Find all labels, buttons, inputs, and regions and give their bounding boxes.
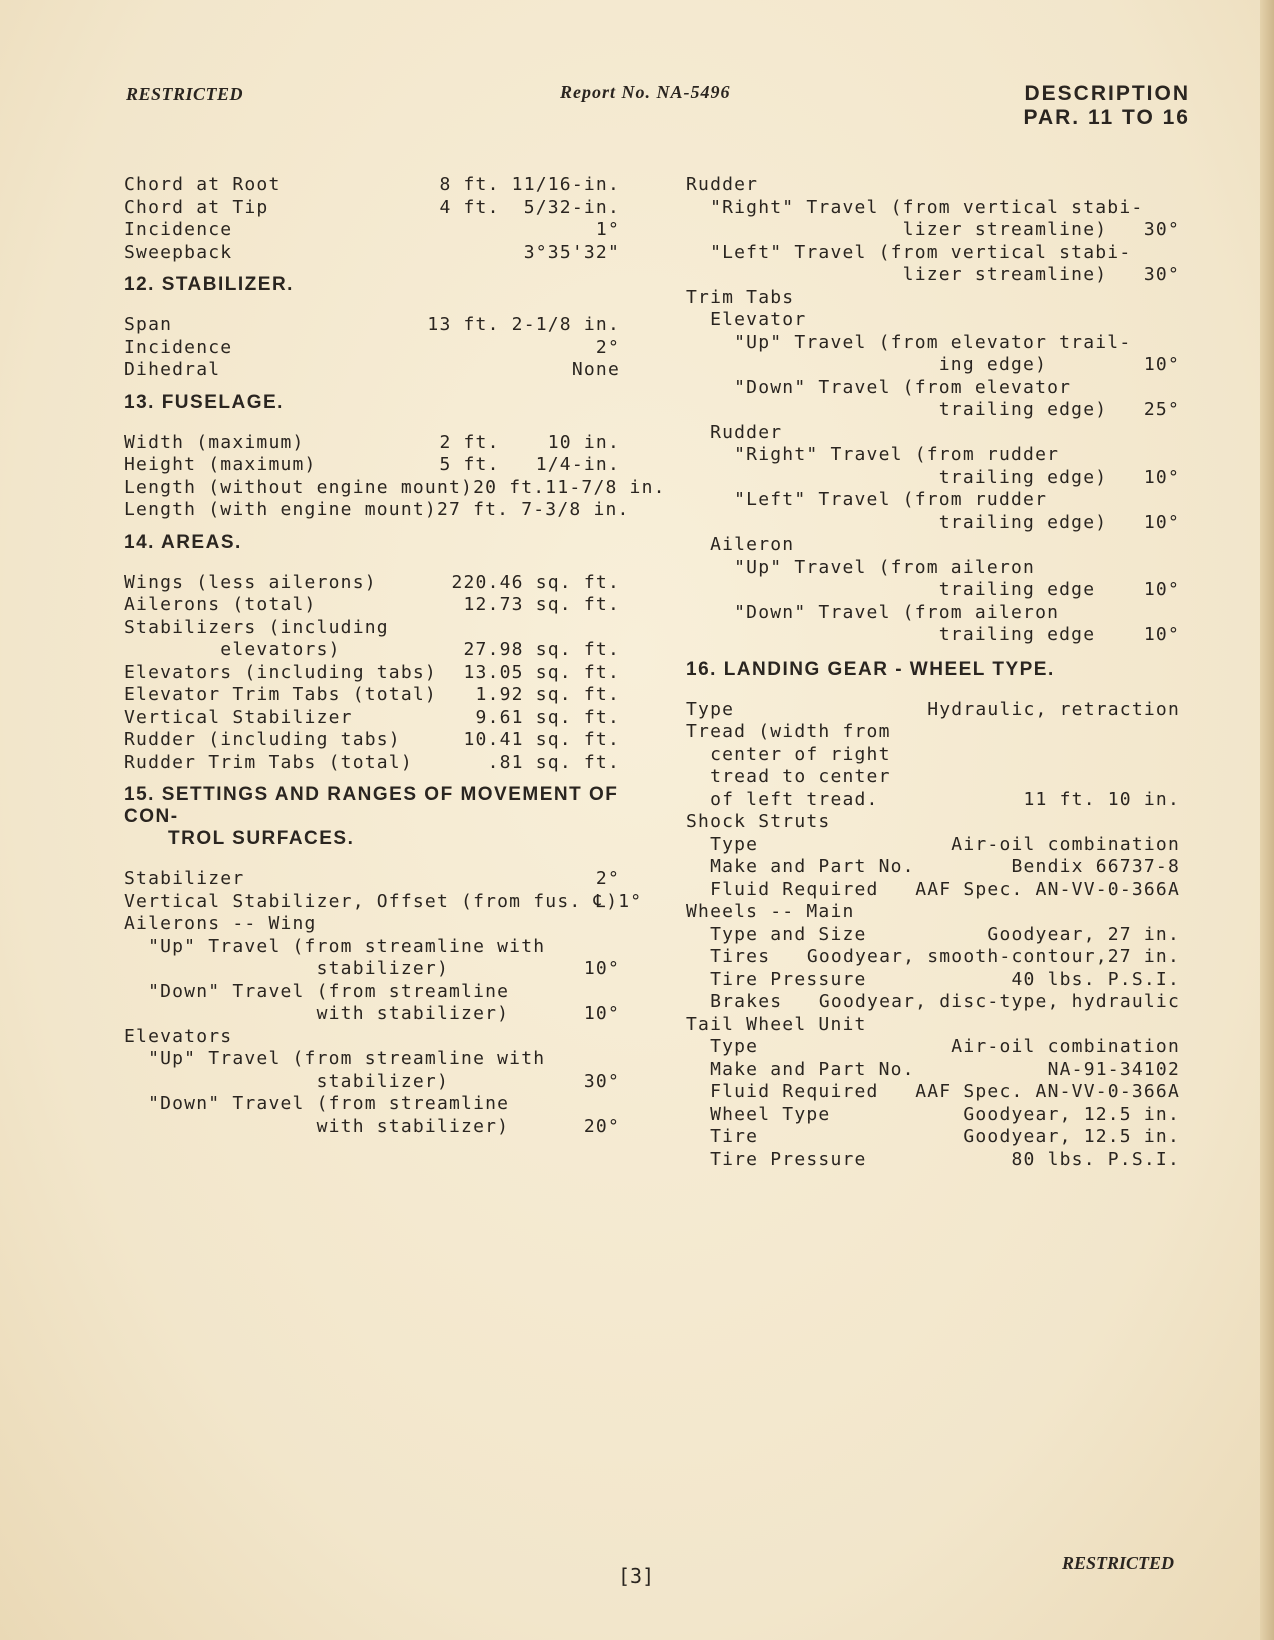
spec-row	[124, 729, 620, 752]
spec-label: trailing edge)	[686, 399, 1108, 420]
spec-label: Tire	[686, 1126, 759, 1147]
areas-spec-list	[124, 572, 620, 775]
spec-row	[686, 1149, 1180, 1172]
spec-value: 10°	[1143, 579, 1180, 600]
spec-value: Air-oil combination	[951, 833, 1180, 855]
control-ranges-list	[686, 174, 1180, 647]
section-15-title-line2: TROL SURFACES.	[168, 828, 355, 849]
spec-label: Rudder	[686, 174, 759, 195]
spec-row	[686, 557, 1180, 580]
spec-row	[124, 617, 620, 640]
spec-row	[124, 958, 620, 981]
spec-row	[686, 332, 1180, 355]
spec-value: AAF Spec. AN-VV-0-366A	[915, 878, 1180, 900]
page-number: [3]	[618, 1564, 655, 1588]
spec-value: 20 ft.11-7/8 in.	[473, 476, 666, 498]
spec-row	[686, 1014, 1180, 1037]
spec-label: ing edge)	[686, 354, 1048, 375]
spec-label: Length (with engine mount)	[124, 499, 437, 520]
spec-label: Length (without engine mount)	[124, 476, 474, 498]
spec-row	[686, 197, 1180, 220]
spec-value: 10°	[583, 1003, 620, 1024]
section-16-title: 16. LANDING GEAR - WHEEL TYPE.	[686, 658, 1055, 680]
spec-label: Rudder (including tabs)	[124, 729, 401, 750]
spec-label: "Right" Travel (from vertical stabi-	[686, 196, 1144, 218]
spec-value: 10°	[1143, 511, 1180, 533]
spec-row	[124, 936, 620, 959]
spec-label: Dihedral	[124, 359, 221, 380]
section-15-title-line1: 15. SETTINGS AND RANGES OF MOVEMENT OF CON-	[124, 784, 619, 827]
header-section	[1024, 82, 1190, 130]
spec-label: "Up" Travel (from elevator trail-	[686, 331, 1132, 353]
spec-value: 10°	[583, 958, 620, 979]
spec-label: trailing edge)	[686, 511, 1108, 533]
spec-row	[686, 789, 1180, 812]
spec-label: "Down" Travel (from streamline	[124, 980, 510, 1002]
spec-value: Goodyear, smooth-contour,27 in.	[806, 946, 1180, 967]
spec-value: 2°	[595, 336, 620, 358]
spec-row	[686, 624, 1180, 647]
spec-label: Stabilizer	[124, 868, 245, 889]
spec-row	[686, 766, 1180, 789]
spec-value: 13.05 sq. ft.	[463, 661, 620, 683]
spec-row	[124, 752, 620, 775]
spec-value: 2°	[595, 868, 620, 889]
spec-label: with stabilizer)	[124, 1115, 510, 1137]
spec-row	[124, 594, 620, 617]
spec-label: Width (maximum)	[124, 431, 305, 453]
spec-value: 30°	[583, 1070, 620, 1092]
spec-row	[686, 287, 1180, 310]
spec-label: Elevator	[686, 309, 807, 330]
spec-row	[124, 499, 630, 522]
spec-label: Rudder Trim Tabs (total)	[124, 751, 413, 773]
spec-value: Air-oil combination	[951, 1036, 1180, 1057]
spec-row	[124, 476, 666, 500]
spec-label: "Up" Travel (from streamline with	[124, 935, 546, 957]
page-edge	[1260, 0, 1274, 1640]
spec-row	[124, 572, 620, 595]
spec-label: Tread (width from	[686, 721, 891, 742]
section-14-title: 14. AREAS.	[124, 531, 242, 553]
spec-row	[686, 444, 1180, 467]
spec-row	[686, 1036, 1180, 1059]
spec-row	[686, 377, 1180, 400]
spec-label: Span	[124, 314, 173, 335]
spec-label: Wheel Type	[686, 1103, 831, 1125]
spec-value: AAF Spec. AN-VV-0-366A	[915, 1081, 1180, 1102]
spec-label: Chord at Tip	[124, 196, 269, 218]
spec-row	[124, 197, 620, 220]
landing-gear-list	[686, 699, 1180, 1172]
spec-value: 30°	[1143, 219, 1180, 240]
spec-label: trailing edge	[686, 624, 1096, 645]
spec-row	[124, 1093, 620, 1116]
spec-label: Trim Tabs	[686, 286, 795, 308]
spec-value: 1°	[595, 219, 620, 240]
spec-row	[686, 602, 1180, 625]
spec-value: 1.92 sq. ft.	[475, 684, 620, 705]
spec-row	[124, 1026, 620, 1049]
spec-label: tread to center	[686, 766, 891, 787]
spec-row	[124, 662, 620, 685]
spec-value: 10°	[1143, 354, 1180, 375]
spec-label: lizer streamline)	[686, 264, 1108, 285]
spec-row	[686, 1104, 1180, 1127]
spec-label: Sweepback	[124, 241, 233, 263]
spec-value: 2 ft. 10 in.	[439, 431, 620, 453]
spec-row	[686, 1126, 1180, 1149]
spec-row	[686, 579, 1180, 602]
spec-label: trailing edge)	[686, 466, 1108, 488]
header-section-paragraphs: PAR. 11 TO 16	[1023, 106, 1190, 129]
spec-row	[124, 432, 620, 455]
spec-label: stabilizer)	[124, 1070, 449, 1092]
spec-value: 10.41 sq. ft.	[463, 729, 620, 750]
spec-row	[686, 512, 1180, 535]
spec-row	[124, 1116, 620, 1139]
spec-value: 4 ft. 5/32-in.	[439, 196, 620, 218]
spec-row	[124, 1003, 620, 1026]
spec-row	[686, 811, 1180, 834]
spec-label: of left tread.	[686, 788, 879, 810]
spec-label: Ailerons (total)	[124, 594, 317, 615]
spec-value: 5 ft. 1/4-in.	[439, 454, 620, 475]
spec-label: "Up" Travel (from streamline with	[124, 1048, 546, 1069]
header-classification: RESTRICTED	[126, 84, 244, 104]
spec-value: NA-91-34102	[1047, 1058, 1180, 1080]
spec-value: Goodyear, 12.5 in.	[963, 1103, 1180, 1125]
footer-classification: RESTRICTED	[1061, 1553, 1174, 1573]
spec-label: Type and Size	[686, 923, 867, 945]
section-12-title: 12. STABILIZER.	[124, 274, 294, 295]
spec-row	[124, 868, 620, 891]
spec-row	[686, 1059, 1180, 1082]
spec-row	[124, 359, 620, 382]
spec-row	[686, 174, 1180, 197]
spec-row	[686, 856, 1180, 879]
spec-label: "Left" Travel (from rudder	[686, 489, 1048, 510]
spec-row	[686, 219, 1180, 242]
spec-row	[124, 174, 620, 197]
spec-row	[124, 219, 620, 242]
spec-label: Aileron	[686, 534, 795, 555]
spec-value: 3°35'32"	[523, 241, 620, 263]
spec-label: lizer streamline)	[686, 219, 1108, 240]
spec-row	[686, 534, 1180, 557]
spec-label: Stabilizers (including	[124, 616, 389, 638]
spec-row	[686, 489, 1180, 512]
spec-row	[124, 1048, 620, 1071]
spec-label: Type	[686, 698, 735, 720]
spec-row	[124, 707, 620, 730]
spec-row	[686, 309, 1180, 332]
spec-label: Tail Wheel Unit	[686, 1013, 867, 1035]
spec-row	[124, 890, 643, 914]
spec-value: 12.73 sq. ft.	[463, 594, 620, 615]
spec-label: Type	[686, 1036, 759, 1057]
spec-value: 10°	[1143, 466, 1180, 488]
control-settings-list	[124, 868, 643, 1138]
spec-label: Tire Pressure	[686, 1148, 867, 1170]
spec-label: Type	[686, 833, 759, 855]
spec-row	[686, 969, 1180, 992]
spec-label: "Left" Travel (from vertical stabi-	[686, 241, 1132, 263]
stabilizer-spec-list	[124, 314, 620, 382]
spec-row	[686, 924, 1180, 947]
fuselage-spec-list	[124, 431, 666, 522]
spec-value: 40 lbs. P.S.I.	[1011, 968, 1180, 990]
spec-row	[124, 337, 620, 360]
spec-row	[686, 834, 1180, 857]
spec-row	[686, 467, 1180, 490]
section-15-title	[124, 784, 620, 850]
spec-value: 13 ft. 2-1/8 in.	[427, 314, 620, 335]
spec-value: 9.61 sq. ft.	[475, 706, 620, 728]
spec-label: Incidence	[124, 336, 233, 358]
spec-label: Tires	[686, 946, 771, 967]
spec-row	[686, 744, 1180, 767]
spec-label: Tire Pressure	[686, 968, 867, 990]
spec-row	[686, 721, 1180, 744]
spec-value: 25°	[1143, 399, 1180, 420]
spec-value: 80 lbs. P.S.I.	[1011, 1148, 1180, 1170]
right-column	[686, 174, 1180, 1171]
spec-row	[686, 422, 1180, 445]
spec-row	[686, 242, 1180, 265]
left-column	[124, 174, 666, 1138]
spec-row	[124, 242, 620, 265]
spec-row	[686, 399, 1180, 422]
spec-value: None	[571, 359, 620, 380]
spec-value: 11 ft. 10 in.	[1023, 788, 1180, 810]
spec-label: Chord at Root	[124, 174, 281, 195]
spec-row	[686, 1081, 1180, 1104]
spec-row	[124, 981, 620, 1004]
spec-value: Hydraulic, retraction	[927, 698, 1180, 720]
spec-row	[686, 699, 1180, 722]
spec-label: Elevators	[124, 1025, 233, 1047]
spec-label: center of right	[686, 743, 891, 765]
spec-value: 10°	[1143, 624, 1180, 645]
spec-row	[686, 354, 1180, 377]
spec-label: Vertical Stabilizer	[124, 706, 353, 728]
spec-label: Fluid Required	[686, 878, 879, 900]
spec-value: 30°	[1143, 264, 1180, 285]
spec-label: Shock Struts	[686, 811, 831, 832]
spec-row	[686, 901, 1180, 924]
header-section-title: DESCRIPTION	[1024, 82, 1190, 105]
spec-row	[124, 1071, 620, 1094]
spec-value: Goodyear, disc-type, hydraulic	[818, 991, 1180, 1012]
spec-value: Goodyear, 12.5 in.	[963, 1126, 1180, 1147]
spec-label: Make and Part No.	[686, 1058, 915, 1080]
section-13-title: 13. FUSELAGE.	[124, 391, 284, 413]
spec-row	[686, 879, 1180, 902]
spec-label: Rudder	[686, 421, 783, 443]
spec-value: 1°	[618, 890, 643, 912]
header-report-number: Report No. NA-5496	[560, 82, 731, 102]
spec-label: Height (maximum)	[124, 454, 317, 475]
spec-label: Elevator Trim Tabs (total)	[124, 684, 437, 705]
spec-value: 20°	[583, 1115, 620, 1137]
spec-value: Goodyear, 27 in.	[987, 923, 1180, 945]
spec-label: stabilizer)	[124, 958, 449, 979]
spec-row	[124, 913, 620, 936]
spec-row	[686, 991, 1180, 1014]
spec-value: 220.46 sq. ft.	[451, 571, 620, 593]
spec-label: Incidence	[124, 219, 233, 240]
spec-label: elevators)	[124, 639, 341, 660]
spec-value: 27.98 sq. ft.	[463, 639, 620, 660]
spec-value: 27 ft. 7-3/8 in.	[436, 499, 630, 520]
spec-row	[686, 264, 1180, 287]
spec-value: Bendix 66737-8	[1011, 856, 1180, 877]
spec-label: Fluid Required	[686, 1081, 879, 1102]
spec-label: Elevators (including tabs)	[124, 661, 437, 683]
spec-label: trailing edge	[686, 579, 1096, 600]
spec-row	[124, 639, 620, 662]
spec-label: "Down" Travel (from streamline	[124, 1093, 510, 1114]
spec-row	[124, 314, 620, 337]
spec-label: "Right" Travel (from rudder	[686, 444, 1060, 465]
spec-label: with stabilizer)	[124, 1003, 510, 1024]
spec-row	[124, 454, 620, 477]
spec-label: "Down" Travel (from aileron	[686, 601, 1060, 623]
spec-row	[124, 684, 620, 707]
spec-value: .81 sq. ft.	[487, 751, 620, 773]
spec-label: Brakes	[686, 991, 783, 1012]
spec-row	[686, 946, 1180, 969]
spec-value: 8 ft. 11/16-in.	[439, 174, 620, 195]
spec-label: "Down" Travel (from elevator	[686, 376, 1072, 398]
wing-spec-list	[124, 174, 620, 264]
spec-label: Make and Part No.	[686, 856, 915, 877]
spec-label: Ailerons -- Wing	[124, 913, 317, 934]
spec-label: Wings (less ailerons)	[124, 571, 377, 593]
spec-label: Wheels -- Main	[686, 901, 855, 922]
spec-label: "Up" Travel (from aileron	[686, 556, 1036, 578]
spec-label: Vertical Stabilizer, Offset (from fus. ℄)	[124, 890, 619, 912]
